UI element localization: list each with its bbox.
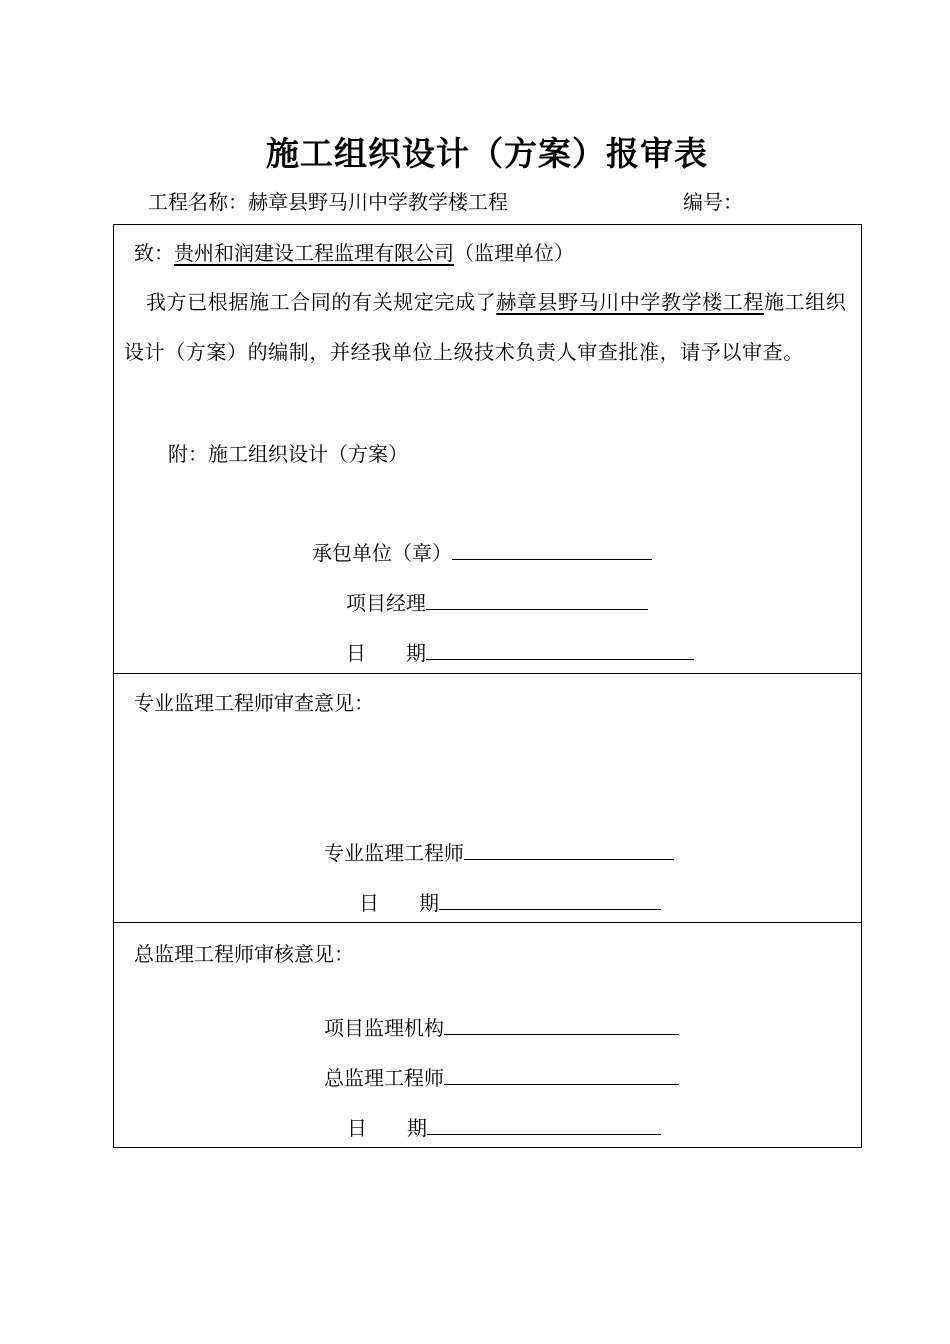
chief-review-heading: 总监理工程师审核意见： xyxy=(134,942,354,966)
number-label: 编号： xyxy=(683,190,743,214)
date-row-1 xyxy=(346,637,694,666)
pm-signature-line xyxy=(426,589,648,610)
project-label: 工程名称： xyxy=(148,190,248,214)
org-row xyxy=(324,1012,679,1041)
to-label: 致： xyxy=(134,241,174,265)
date-label-b: 期 xyxy=(407,1116,427,1140)
engineer-signature-line xyxy=(464,839,674,860)
contractor-row xyxy=(312,537,652,566)
date-row-3 xyxy=(347,1112,661,1141)
engineer-label: 专业监理工程师 xyxy=(324,841,464,865)
body-project: 赫章县野马川中学教学楼工程 xyxy=(496,290,765,314)
addressee-row xyxy=(134,237,574,266)
project-name: 赫章县野马川中学教学楼工程 xyxy=(248,190,508,214)
pm-label: 项目经理 xyxy=(346,591,426,615)
chief-row xyxy=(324,1062,679,1091)
chief-label: 总监理工程师 xyxy=(324,1066,444,1090)
date-line-3 xyxy=(427,1114,661,1135)
page-title: 施工组织设计（方案）报审表 xyxy=(266,134,708,173)
body-suffix: 施工组织设计（方案）的编制，并经我单位上级技术负责人审查批准，请予以审查。 xyxy=(124,290,847,364)
project-name-row xyxy=(148,186,508,215)
date-row-2 xyxy=(359,887,661,916)
supervisor-suffix: （监理单位） xyxy=(454,241,574,265)
date-label-a: 日 xyxy=(359,891,379,915)
date-label-b: 期 xyxy=(406,641,426,665)
pm-row xyxy=(346,587,648,616)
submission-section xyxy=(113,224,862,674)
contractor-label: 承包单位（章） xyxy=(312,541,452,565)
body-prefix: 我方已根据施工合同的有关规定完成了 xyxy=(146,290,497,314)
date-label-a: 日 xyxy=(347,1116,367,1140)
contractor-signature-line xyxy=(452,539,652,560)
date-line-2 xyxy=(439,889,661,910)
engineer-review-section xyxy=(113,673,862,923)
date-line-1 xyxy=(426,639,694,660)
org-signature-line xyxy=(444,1014,679,1035)
date-label-b: 期 xyxy=(419,891,439,915)
engineer-review-heading: 专业监理工程师审查意见： xyxy=(134,691,374,715)
body-paragraph xyxy=(124,277,856,377)
date-label-a: 日 xyxy=(346,641,366,665)
chief-signature-line xyxy=(444,1064,679,1085)
chief-review-section xyxy=(113,922,862,1148)
attachment-line: 附：施工组织设计（方案） xyxy=(168,442,408,466)
engineer-row xyxy=(324,837,674,866)
supervisor-company: 贵州和润建设工程监理有限公司 xyxy=(174,241,454,265)
org-label: 项目监理机构 xyxy=(324,1016,444,1040)
